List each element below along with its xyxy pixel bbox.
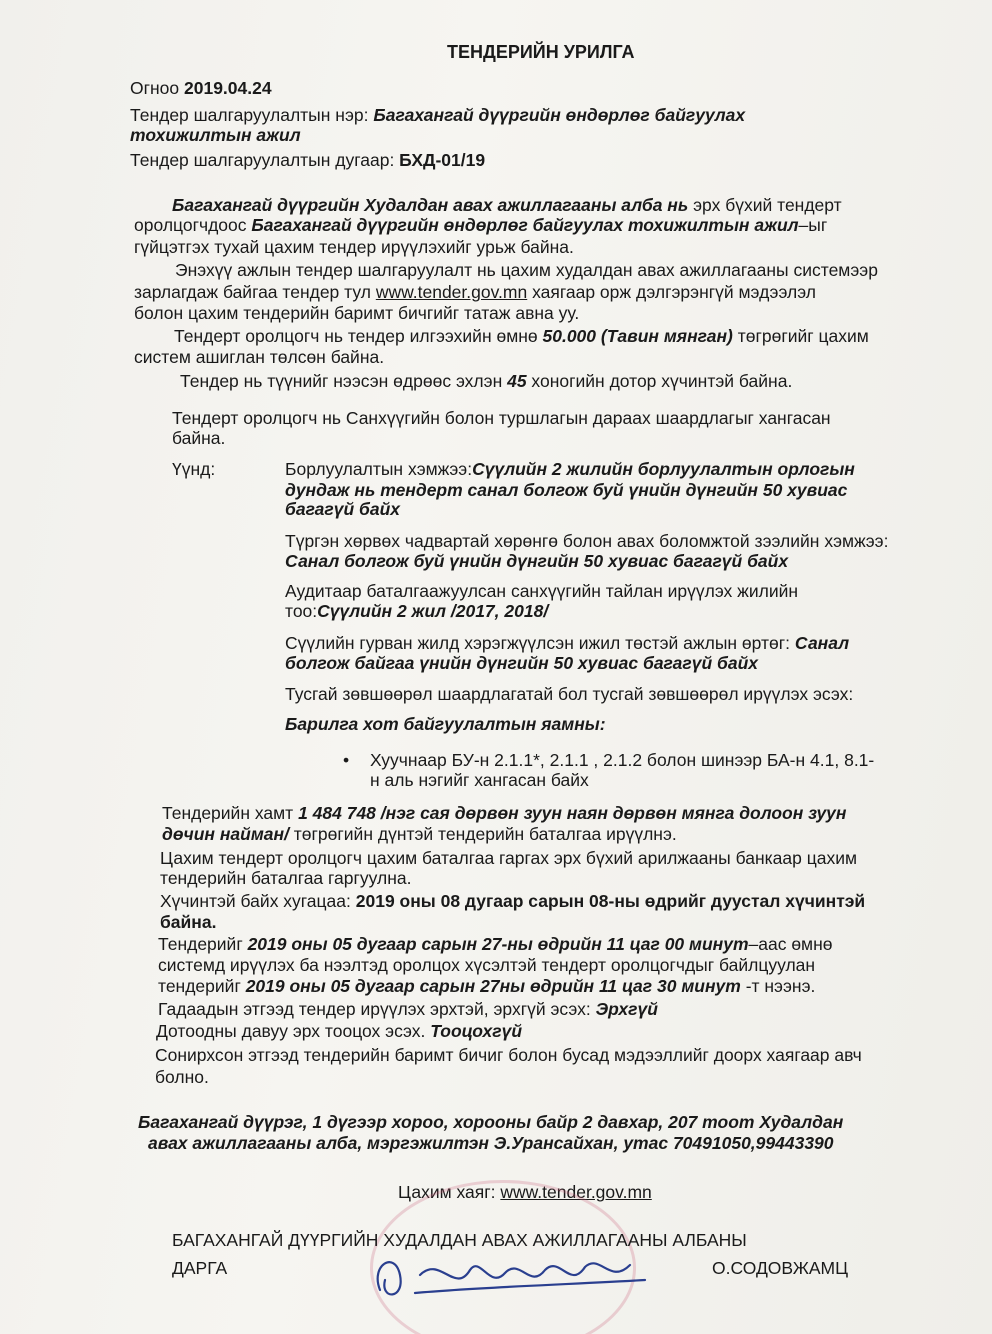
tender-name-cont: тохижилтын ажил <box>130 125 301 145</box>
bullet-mark: • <box>343 750 350 770</box>
req5-line1: Тусгай зөвшөөрөл шаардлагатай бол тусгай зөвшөөрөл ирүүлэх эсэх: <box>285 684 854 704</box>
footer-org: БАГАХАНГАЙ ДҮҮРГИЙН ХУДАЛДАН АВАХ АЖИЛЛАГААНЫ АЛБАНЫ <box>172 1230 747 1250</box>
para2-line1: Энэхүү ажлын тендер шалгаруулалт нь цахим худалдан авах ажиллагааны системээр <box>175 260 878 280</box>
footer-position: ДАРГА <box>172 1258 228 1278</box>
address-line2: авах ажиллагааны алба, мэргэжилтэн Э.Урансайхан, утас 70491050,99443390 <box>148 1133 834 1153</box>
document-title: ТЕНДЕРИЙН УРИЛГА <box>447 42 635 62</box>
para7-line1: Цахим тендерт оролцогч цахим баталгаа гаргах эрх бүхий арилжааны банкаар цахим <box>160 848 858 868</box>
para7-line2: тендерийн баталгаа гаргуулна. <box>160 868 412 888</box>
para5-line1: Тендерт оролцогч нь Санхүүгийн болон туршлагын дараах шаардлагыг хангасан <box>172 408 831 428</box>
para6-line1: Тендерийн хамт 1 484 748 /нэг сая дөрвөн зуун наян дөрвөн мянга долоон зуун <box>162 803 847 823</box>
tender-number-line: Тендер шалгаруулалтын дугаар: БХД-01/19 <box>130 150 486 170</box>
signature-icon <box>360 1245 660 1305</box>
para2-line2: зарлагдаж байгаа тендер тул www.tender.gov.mn хаягаар орж дэлгэрэнгүй мэдээлэл <box>134 282 816 302</box>
bullet-line1: Хуучнаар БУ-н 2.1.1*, 2.1.1 , 2.1.2 болон шинээр БА-н 4.1, 8.1- <box>370 750 875 770</box>
bullet-line2: н аль нэгийг хангасан байх <box>370 770 589 790</box>
para9-line2: системд ирүүлэх ба нээлтэд оролцох хүсэлтэй тендерт оролцогчдыг байлцуулан <box>158 955 816 975</box>
req1-line2: дундаж нь тендерт санал болгож буй үнийн дүнгийн 50 хувиас <box>285 480 848 500</box>
tender-link[interactable]: www.tender.gov.mn <box>375 282 528 302</box>
para6-line2: дөчин найман/ төгрөгийн дүнтэй тендерийн баталгаа ирүүлнэ. <box>162 824 677 844</box>
para1-line2: оролцогчдоос Багахангай дүүргийн өндөрлөг байгуулах тохижилтын ажил–ыг <box>134 215 828 235</box>
para12-line2: болно. <box>155 1067 209 1087</box>
footer-name: О.СОДОВЖАМЦ <box>712 1258 849 1278</box>
req4-line1: Сүүлийн гурван жилд хэрэгжүүлсэн ижил төстэй ажлын өртөг: Санал <box>285 633 850 653</box>
para8-line2: байна. <box>160 912 217 932</box>
req2-line1: Түргэн хөрвөх чадвартай хөрөнгө болон авах боломжтой зээлийн хэмжээ: <box>285 531 889 551</box>
email-link[interactable]: www.tender.gov.mn <box>500 1182 652 1202</box>
req3-line2: тоо:Сүүлийн 2 жил /2017, 2018/ <box>285 601 549 621</box>
address-line1: Багахангай дүүрэг, 1 дүгээр хороо, хорооны байр 2 давхар, 207 тоот Худалдан <box>138 1112 844 1132</box>
para11-line: Дотоодны давуу эрх тооцох эсэх. Тооцохгүй <box>156 1021 523 1041</box>
para5-line2: байна. <box>172 428 226 448</box>
para2-line3: болон цахим тендерийн баримт бичгийг татаж авна уу. <box>134 303 580 323</box>
para3-line1: Тендерт оролцогч нь тендер илгээхийн өмнө 50.000 (Тавин мянган) төгрөгийг цахим <box>174 326 869 346</box>
req2-line2: Санал болгож буй үнийн дүнгийн 50 хувиас багагүй байх <box>285 551 789 571</box>
para8-line1: Хүчинтэй байх хугацаа: 2019 оны 08 дугаар сарын 08-ны өдрийг дуустал хүчинтэй <box>160 891 866 911</box>
para10-line: Гадаадын этгээд тендер ирүүлэх эрхтэй, эрхгүй эсэх: Эрхгүй <box>158 999 658 1019</box>
req5-line2: Барилга хот байгуулалтын яамны: <box>285 714 606 734</box>
para1-line1: Багахангай дүүргийн Худалдан авах ажиллагааны алба нь эрх бүхий тендерт <box>172 195 842 215</box>
para12-line1: Сонирхсон этгээд тендерийн баримт бичиг болон бусад мэдээллийг доорх хаягаар авч <box>155 1045 862 1065</box>
req3-line1: Аудитаар баталгаажуулсан санхүүгийн тайлан ирүүлэх жилийн <box>285 581 799 601</box>
req4-line2: болгож байгаа үнийн дүнгийн 50 хувиас багагүй байх <box>285 653 759 673</box>
para1-line3: гүйцэтгэх тухай цахим тендер ирүүлэхийг урьж байна. <box>134 237 574 257</box>
requirements-label: Үүнд: <box>172 459 216 479</box>
tender-name-line: Тендер шалгаруулалтын нэр: Багахангай дүүргийн өндөрлөг байгуулах <box>130 105 746 125</box>
para9-line1: Тендерийг 2019 оны 05 дугаар сарын 27-ны өдрийн 11 цаг 00 минут–аас өмнө <box>158 934 833 954</box>
email-line: Цахим хаяг: www.tender.gov.mn <box>398 1182 652 1202</box>
req1-line3: багагүй байх <box>285 499 401 519</box>
para9-line3: тендерийг 2019 оны 05 дугаар сарын 27ны өдрийн 11 цаг 30 минут -т нээнэ. <box>158 976 816 996</box>
date-line: Огноо 2019.04.24 <box>130 78 272 98</box>
para3-line2: систем ашиглан төлсөн байна. <box>134 347 385 367</box>
req1-line1: Борлуулалтын хэмжээ:Сүүлийн 2 жилийн борлуулалтын орлогын <box>285 459 855 479</box>
para4-line: Тендер нь түүнийг нээсэн өдрөөс эхлэн 45 хоногийн дотор хүчинтэй байна. <box>180 371 793 391</box>
